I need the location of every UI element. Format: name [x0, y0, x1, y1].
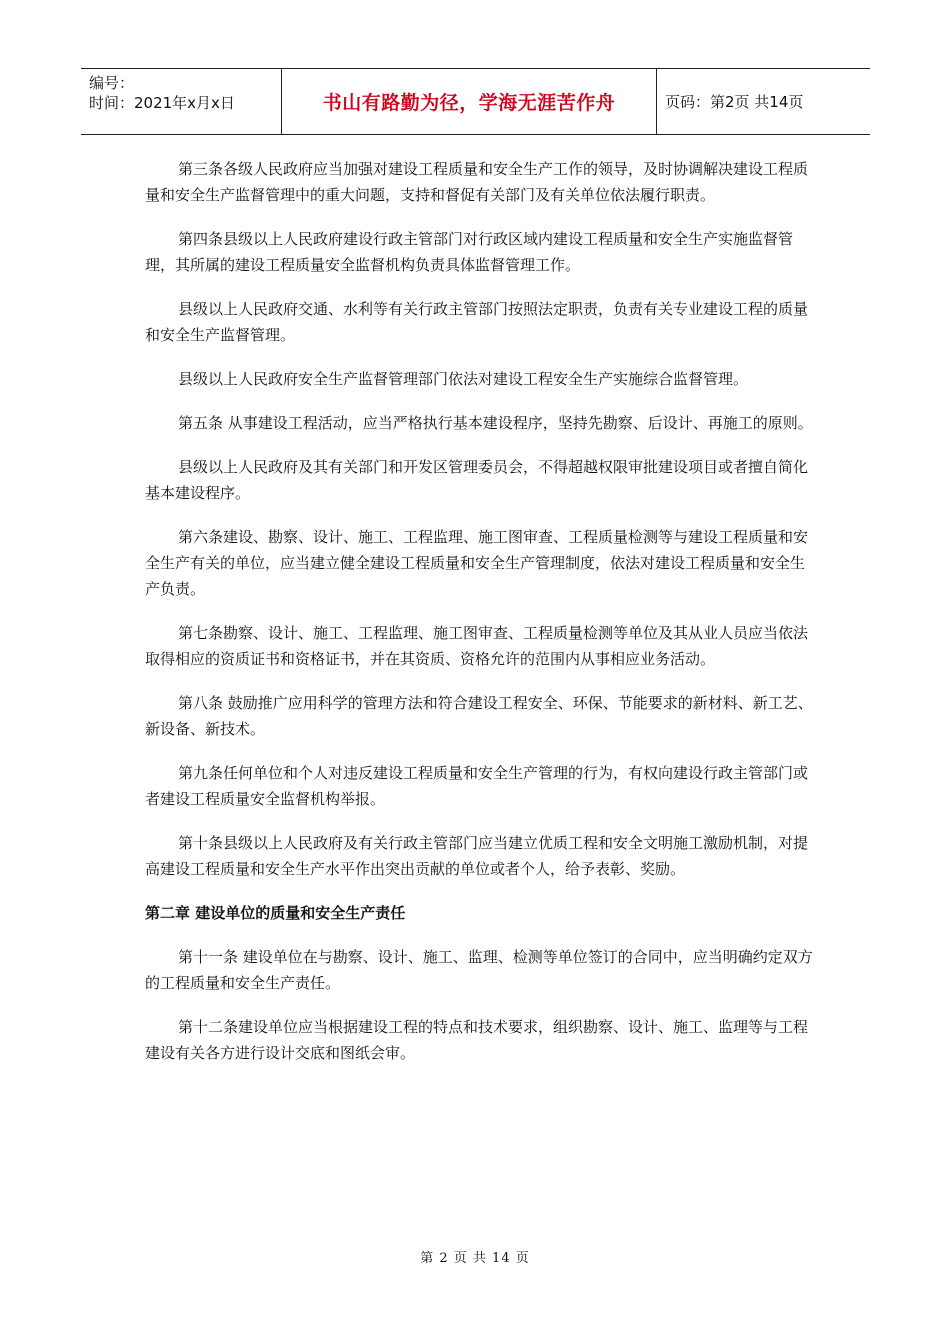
article-10: 第十条县级以上人民政府及有关行政主管部门应当建立优质工程和安全文明施工激励机制，对提高建设工程质量和安全生产水平作出突出贡献的单位或者个人，给予表彰、奖励。: [145, 834, 809, 878]
article-7: 第七条勘察、设计、施工、工程监理、施工图审查、工程质量检测等单位及其从业人员应当依法取得相应的资质证书和资格证书，并在其资质、资格允许的范围内从事相应业务活动。: [145, 624, 809, 668]
document-date-label: 时间：2021年x月x日: [89, 94, 235, 112]
chapter-heading: 第二章 建设单位的质量和安全生产责任: [145, 904, 406, 922]
document-header: [81, 68, 870, 135]
header-page-info: 页码：第2页 共14页: [665, 93, 804, 111]
article-4-para-3: 县级以上人民政府安全生产监督管理部门依法对建设工程安全生产实施综合监督管理。: [178, 370, 749, 388]
article-8: 第八条 鼓励推广应用科学的管理方法和符合建设工程安全、环保、节能要求的新材料、新工艺、新设备、新技术。: [145, 694, 813, 738]
document-body: [145, 156, 813, 1084]
article-11: 第十一条 建设单位在与勘察、设计、施工、监理、检测等单位签订的合同中，应当明确约定双方的工程质量和安全生产责任。: [145, 948, 813, 992]
article-6: 第六条建设、勘察、设计、施工、工程监理、施工图审查、工程质量检测等与建设工程质量和安全生产有关的单位，应当建立健全建设工程质量和安全生产管理制度，依法对建设工程质量和安全生产负责。: [145, 528, 809, 598]
header-motto: 书山有路勤为径，学海无涯苦作舟: [282, 69, 657, 134]
document-number-label: 编号：: [89, 74, 135, 92]
article-5: 第五条 从事建设工程活动，应当严格执行基本建设程序，坚持先勘察、后设计、再施工的原则。: [178, 414, 813, 432]
article-3: 第三条各级人民政府应当加强对建设工程质量和安全生产工作的领导，及时协调解决建设工程质量和安全生产监督管理中的重大问题，支持和督促有关部门及有关单位依法履行职责。: [145, 160, 809, 204]
article-12: 第十二条建设单位应当根据建设工程的特点和技术要求，组织勘察、设计、施工、监理等与工程建设有关各方进行设计交底和图纸会审。: [145, 1018, 809, 1062]
header-meta: [81, 69, 282, 134]
page-footer: 第 2 页 共 14 页: [420, 1251, 530, 1266]
article-5-para-2: 县级以上人民政府及其有关部门和开发区管理委员会，不得超越权限审批建设项目或者擅自简化基本建设程序。: [145, 458, 809, 502]
article-4-para-2: 县级以上人民政府交通、水利等有关行政主管部门按照法定职责，负责有关专业建设工程的质量和安全生产监督管理。: [145, 300, 809, 344]
article-4: 第四条县级以上人民政府建设行政主管部门对行政区域内建设工程质量和安全生产实施监督管理，其所属的建设工程质量安全监督机构负责具体监督管理工作。: [145, 230, 794, 274]
article-9: 第九条任何单位和个人对违反建设工程质量和安全生产管理的行为，有权向建设行政主管部门或者建设工程质量安全监督机构举报。: [145, 764, 809, 808]
